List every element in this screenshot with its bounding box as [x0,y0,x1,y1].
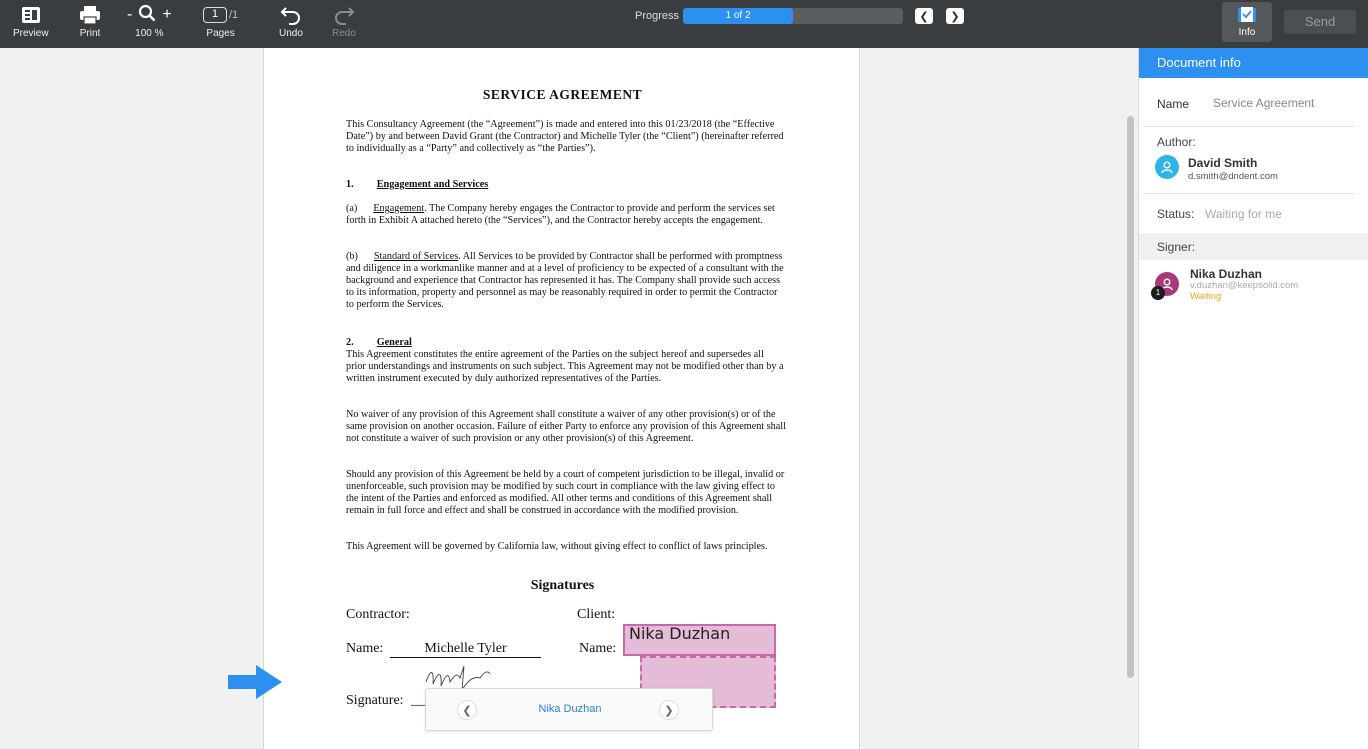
section-2-paragraph-3: Should any provision of this Agreement be held by a court of competent jurisdiction to be illegal, invalid or unenforceable, such provision may be modified by such court in compliance with the law giving effect to the intent of the Parties and enforced as modified. All other terms and conditions of this Agreement shall remain in full force and effect and shall be construed in accordance with the modified provision. [346,469,785,516]
section-2-paragraph-2: No waiver of any provision of this Agreement shall constitute a waiver of any other provision(s) or of the same provision on another occasion. Failure of either Party to enforce any provision of this Agreement shall not constitute a waiver of such provision or any other provision(s) of this Agreement. [346,409,786,444]
print-label: Print [79,28,101,39]
page-total: /1 [229,9,239,21]
print-button[interactable] [79,4,101,39]
undo-icon [280,4,302,26]
current-field-arrow-icon [226,663,284,706]
page-number-input[interactable]: 1 [203,7,227,23]
document-viewport[interactable] [0,48,1136,749]
section-1a-label: (a) [346,203,358,214]
contractor-signature-label: Signature: [346,693,404,708]
progress-fill: 1 of 2 [683,8,793,24]
section-1-number: 1. [346,179,354,190]
client-label: Client: [577,607,616,622]
top-toolbar [0,0,1368,48]
document-scrollbar[interactable] [1127,116,1134,678]
client-name-label: Name: [579,641,617,656]
section-2-paragraph-1: This Agreement constitutes the entire agreement of the Parties on the subject hereof and supersedes all prior understandings and instruments on such subject. This Agreement may not be modified other than by a written instrument executed by duly authorized representatives of the Parties. [346,349,784,384]
preview-label: Preview [13,28,49,39]
section-1b-label: (b) [346,251,358,262]
chevron-right-icon: ❯ [664,704,674,717]
zoom-control [127,4,172,39]
redo-icon [333,4,355,26]
signer-label: Signer: [1157,240,1196,254]
author-label: Author: [1157,135,1196,149]
signer-order-badge: 1 [1151,286,1165,300]
magnifier-icon [138,4,156,27]
progress-bar [683,8,903,24]
zoom-out-button[interactable]: - [127,6,133,23]
signer-name: Nika Duzhan [1190,267,1263,281]
signer-header [1139,233,1368,260]
pages-label: Pages [206,28,235,39]
chevron-left-icon: ❮ [462,704,472,717]
chevron-left-icon: ❮ [919,10,929,23]
document-title: SERVICE AGREEMENT [482,87,643,102]
zoom-value: 100 % [135,28,164,39]
contractor-name-label: Name: [346,641,384,656]
preview-button[interactable] [13,4,49,39]
status-label: Status: [1157,207,1195,221]
signer-email: v.duzhan@keepsolid.com [1190,280,1299,291]
author-email: d.smith@dndent.com [1188,171,1278,182]
divider [1143,126,1355,127]
section-2-title: General [376,337,412,348]
status-value: Waiting for me [1205,207,1282,221]
section-1a-paragraph [346,203,786,227]
document-info-panel [1138,48,1368,749]
section-2-heading [346,337,412,348]
section-2-paragraph-4: This Agreement will be governed by California law, without giving effect to conflict of laws principles. [346,541,768,552]
document-page [263,48,860,749]
intro-paragraph: This Consultancy Agreement (the “Agreement”) is made and entered into this 01/23/2018 (the “Effective Date”) by and between David Grant (the Contractor) and Michelle Tyler (the “Client”) (hereinafter referred to individually as a “Party” and collectively as “the Parties”). [346,119,784,154]
section-1b-term: Standard of Services [373,251,459,262]
signer-switcher-popup [425,688,713,731]
signer-next-button[interactable] [659,700,679,720]
section-1-title: Engagement and Services [376,179,489,190]
section-1b-paragraph [346,251,786,311]
contractor-name-value: Michelle Tyler [390,641,541,658]
document-info-icon [1236,6,1258,27]
signer-switcher-name: Nika Duzhan [538,703,602,715]
zoom-in-button[interactable]: + [162,6,172,23]
contractor-signature-line: __ [411,693,425,708]
section-2-number: 2. [346,337,354,348]
progress-label: Progress [635,10,680,22]
contractor-label: Contractor: [346,607,410,622]
info-button[interactable] [1222,2,1272,42]
divider [1143,193,1355,194]
client-name-field[interactable]: Nika Duzhan [623,624,776,656]
section-1b-text: . All Services to be provided by Contractor shall be performed with promptness and diligence in a workmanlike manner and at a level of proficiency to be expected of a consultant with the background and experience that Contractor has represented it has. The Company shall provide such access to its information, property and personnel as may be reasonably required in order to permit the Contractor to perform the Services. [346,251,784,310]
name-value: Service Agreement [1213,96,1315,110]
undo-button[interactable] [279,4,303,39]
redo-label: Redo [332,28,356,39]
author-name: David Smith [1188,156,1258,170]
info-label: Info [1238,27,1256,38]
next-field-button[interactable] [946,8,964,24]
section-1a-term: Engagement [373,203,425,214]
panel-header: Document info [1139,48,1368,78]
printer-icon [79,4,101,26]
preview-icon [21,4,41,26]
user-icon [1160,160,1174,174]
send-button[interactable]: Send [1284,10,1356,34]
redo-button[interactable] [332,4,356,39]
prev-field-button[interactable] [915,8,933,24]
author-avatar [1155,155,1179,179]
chevron-right-icon: ❯ [950,10,960,23]
section-1-heading [346,179,488,190]
pages-control [203,4,238,39]
name-key: Name [1157,97,1190,111]
signer-status: Waiting [1190,291,1222,302]
signatures-title: Signatures [530,578,595,593]
section-1a-text: . The Company hereby engages the Contractor to provide and perform the services set forth in Exhibit A attached hereto (the “Services”), and the Contractor hereby accepts the engagement. [346,203,775,226]
undo-label: Undo [279,28,303,39]
